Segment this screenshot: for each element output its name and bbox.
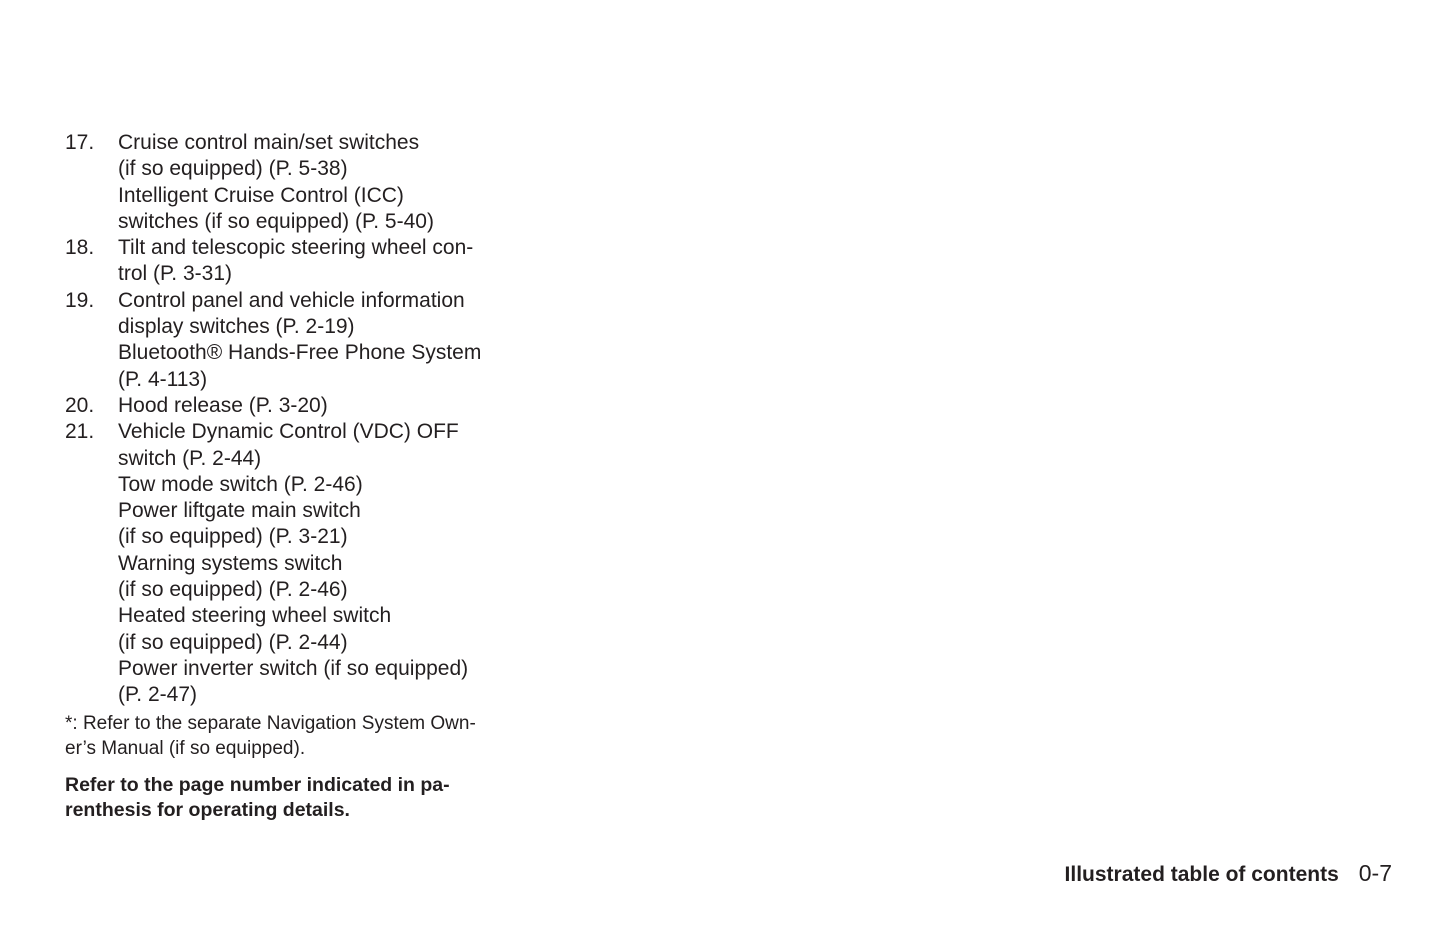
item-text-line: Cruise control main/set switches: [118, 131, 420, 154]
item-text-line: (P. 4-113): [118, 367, 208, 391]
item-text-line: Tow mode switch (P. 2-46): [118, 472, 363, 496]
item-text-line: trol (P. 3-31): [118, 262, 232, 286]
list-item-21: [65, 419, 505, 708]
item-text-line: (if so equipped) (P. 2-44): [118, 630, 348, 654]
list-item-20: [65, 393, 505, 419]
item-text-line: Power liftgate main switch: [118, 499, 361, 523]
item-text-line: Vehicle Dynamic Control (VDC) OFF: [118, 420, 459, 444]
item-text-line: Warning systems switch: [118, 551, 343, 575]
item-text-line: Bluetooth® Hands-Free Phone System: [118, 341, 482, 365]
item-text-line: (if so equipped) (P. 3-21): [118, 525, 348, 549]
item-text-line: Hood release (P. 3-20): [118, 393, 328, 417]
item-text-line: (if so equipped) (P. 5-38): [118, 157, 348, 181]
item-number: 18.: [65, 236, 95, 260]
item-text-line: Heated steering wheel switch: [118, 604, 392, 628]
item-text-line: display switches (P. 2-19): [118, 315, 355, 339]
item-number: 21.: [65, 420, 95, 444]
item-number: 20.: [65, 393, 95, 417]
navigation-footnote: [65, 712, 505, 761]
note-line: renthesis for operating details.: [65, 798, 350, 821]
footnote-line: er’s Manual (if so equipped).: [65, 737, 306, 759]
list-item-17: [65, 130, 505, 235]
list-item-19: [65, 288, 505, 393]
item-text-line: switch (P. 2-44): [118, 446, 262, 470]
item-text-line: Intelligent Cruise Control (ICC): [118, 183, 404, 207]
item-text-line: Control panel and vehicle information: [118, 288, 465, 312]
item-number: 17.: [65, 131, 95, 154]
contents-list: [65, 130, 505, 709]
item-text-line: Power inverter switch (if so equipped): [118, 656, 469, 680]
section-title: Illustrated table of contents: [1064, 863, 1339, 886]
list-item-18: [65, 235, 505, 288]
page-number-note: [65, 773, 505, 822]
item-text-line: Tilt and telescopic steering wheel con-: [118, 236, 474, 260]
page-number: 0-7: [1358, 860, 1392, 886]
item-text-line: (P. 2-47): [118, 683, 197, 707]
item-number: 19.: [65, 288, 95, 312]
footnote-line: *: Refer to the separate Navigation System Own-: [65, 713, 476, 734]
item-text-line: switches (if so equipped) (P. 5-40): [118, 209, 434, 233]
note-line: Refer to the page number indicated in pa-: [65, 774, 450, 796]
page-footer: [1065, 860, 1392, 887]
item-text-line: (if so equipped) (P. 2-46): [118, 578, 348, 602]
